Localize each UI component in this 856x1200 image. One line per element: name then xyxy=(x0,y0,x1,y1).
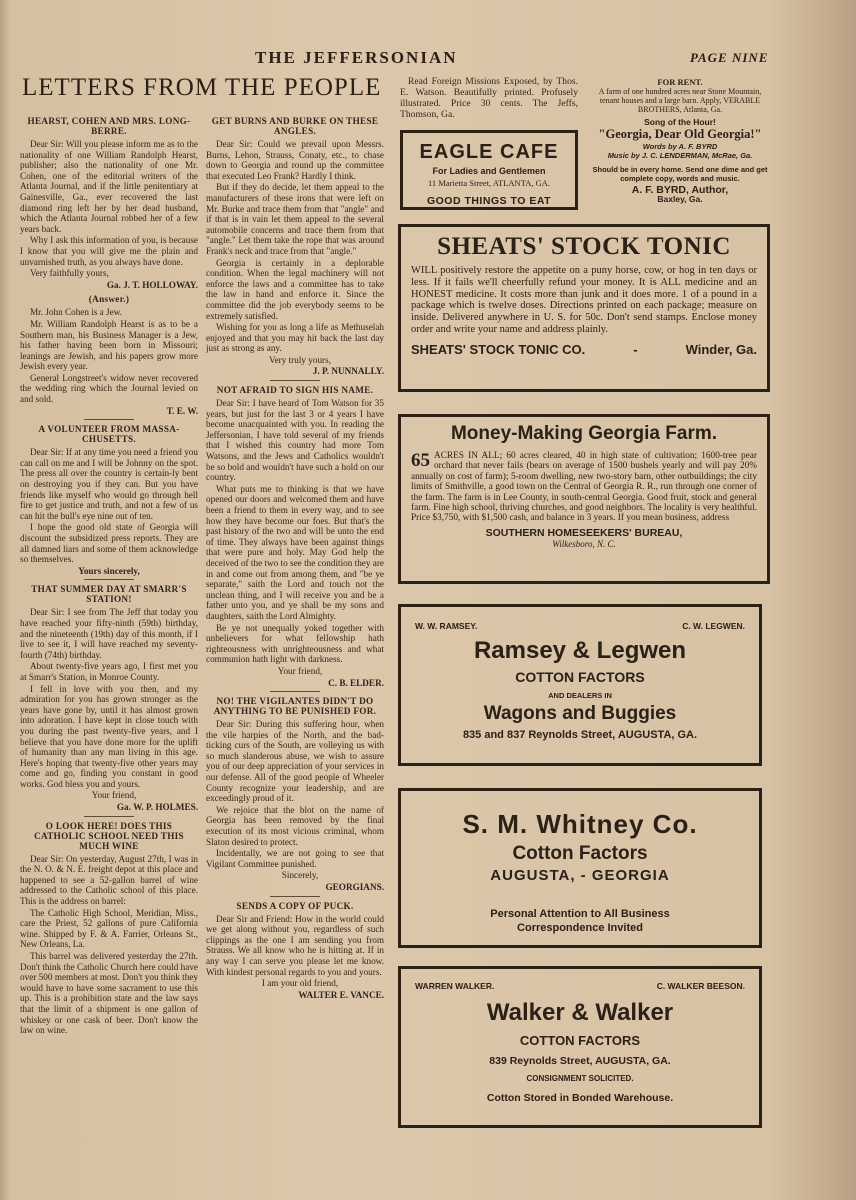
for-rent-text: A farm of one hundred acres near Stone Mountain, tenant houses and a large barn. Apply, VERABLE BROTHERS, Atlanta, Ga. xyxy=(598,87,762,114)
letters-column-1 xyxy=(20,112,198,1152)
masthead-title: THE JEFFERSONIAN xyxy=(255,48,458,67)
farm-body: ACRES IN ALL; 60 acres cleared, 40 in high state of cultivation; 1600-tree pear orchard that never fails (bears on average of 1500 bushels yearly and will pay 20% annually on cost of farm); 5-room dwelling, new two-story barn, other outbuildings; the city limits of Smithville, a good town on the Central of Georgia R. R., run through one corner of the farm. The farm is in Lee County, in south-central Georgia. Good fruit, stock and general farm. Fine high school, thriving churches, and good neighbors. The locality is very healthful. Price $3,750, with $1,500 cash, and balance in 3 years. If you mean business, address xyxy=(411,451,757,524)
letter-paragraph: Dear Sir: If at any time you need a friend you can call on me and I will be Johnny on the spot. The press all over the country is certain-ly bent on destroying you if they can. But you have friends like myself who would go through hell fire to get justice and truth, and not a few of us can hit the bull's eye nine out of ten. xyxy=(20,447,198,521)
whitney-line2: AUGUSTA, - GEORGIA xyxy=(490,867,670,884)
ramsey-left-partner: W. W. RAMSEY. xyxy=(415,621,478,631)
song-ad xyxy=(590,118,770,204)
masthead xyxy=(0,48,856,70)
letter-heading: THAT SUMMER DAY AT SMARR'S STATION! xyxy=(31,584,187,605)
song-head: Song of the Hour! xyxy=(644,117,716,127)
section-title: LETTERS FROM THE PEOPLE xyxy=(22,74,382,101)
walker-walker-ad xyxy=(398,966,762,1128)
letter-heading: GET BURNS AND BURKE ON THESE ANGLES. xyxy=(211,116,379,136)
sheats-location: Winder, Ga. xyxy=(685,341,757,357)
ramsey-right-partner: C. W. LEGWEN. xyxy=(682,621,745,631)
sheats-company: SHEATS' STOCK TONIC CO. xyxy=(411,341,586,357)
song-note: Should be in every home. Send one dime and get complete copy, words and music. xyxy=(592,165,768,183)
farm-org: SOUTHERN HOMESEEKERS' BUREAU, xyxy=(485,526,683,539)
letter-paragraph: Dear Sir: Will you please inform me as to the nationality of one William Randolph Hearst, publisher; also the nationality of one Mr. Cohen, one of the editorial writers of the Atlanta Journal, and if the little penitentiary at Gainesville, Ga., ever recovered the last diamond ring left her by her dead husband, which the Atlanta Journal robbed her of a few years back. xyxy=(20,139,198,234)
eagle-cafe-ad xyxy=(400,130,578,210)
divider xyxy=(84,419,134,420)
foreign-missions-notice xyxy=(400,76,578,121)
letter-paragraph: Incidentally, we are not going to see that Vigilant Committee punished. xyxy=(206,848,384,869)
eagle-cafe-address: 11 Marietta Street, ATLANTA, GA. xyxy=(428,178,550,188)
letter-paragraph: Wishing for you as long a life as Methuselah enjoyed and that you may hit back the last day just as strong as any. xyxy=(206,322,384,354)
letter-paragraph: I hope the good old state of Georgia will discount the subsidized press reports. They are all damned liars and some of them acknowledge so themselves. xyxy=(20,522,198,565)
eagle-cafe-name: EAGLE CAFE xyxy=(419,141,559,163)
letter-paragraph: We rejoice that the blot on the name of Georgia has been removed by the final execution of its most vicious criminal, whom Slaton desired to protect. xyxy=(206,804,384,847)
divider xyxy=(270,896,320,897)
sheats-stock-tonic-ad xyxy=(398,224,770,392)
farm-title: Money-Making Georgia Farm. xyxy=(450,423,718,444)
letter-closing: Very faithfully yours, xyxy=(30,268,109,279)
divider xyxy=(84,816,134,817)
letter-closing: I am your old friend, xyxy=(261,978,339,989)
letter-signature: J. P. NUNNALLY. xyxy=(312,366,384,377)
for-rent-title: FOR RENT. xyxy=(657,77,703,87)
sheats-title: SHEATS' STOCK TONIC xyxy=(437,233,731,260)
farm-acres-number: 65 xyxy=(411,450,430,471)
georgia-farm-ad xyxy=(398,414,770,584)
sheats-dash: - xyxy=(633,341,638,357)
walker-line2: CONSIGNMENT SOLICITED. xyxy=(526,1074,634,1083)
ramsey-name: Ramsey & Legwen xyxy=(473,637,687,664)
song-author: A. F. BYRD, Author, xyxy=(631,184,729,196)
letter-paragraph: Dear Sir: I have heard of Tom Watson for 35 years, but just for the last 3 or 4 years I have become unacquainted with you. In reading the Jeffersonian, I have told several of my friends that I wished this country had more Tom Watsons, and the Jews and Catholics wouldn't be so bold and wouldn't have such a hold on our country. xyxy=(206,398,384,483)
farm-body-wrap xyxy=(411,451,757,524)
whitney-line4: Correspondence Invited xyxy=(517,922,643,934)
letter-heading: O LOOK HERE! DOES THIS CATHOLIC SCHOOL NEED THIS MUCH WINE xyxy=(34,820,184,851)
ramsey-partners xyxy=(415,621,745,631)
letter-paragraph: Why I ask this information of you, is because I know that you will give me the plain and unvarnished truth, as you always have done. xyxy=(20,235,198,267)
page-number: PAGE NINE xyxy=(690,50,769,65)
letter-heading: HEARST, COHEN AND MRS. LONG-BERRE. xyxy=(27,116,191,136)
walker-address: 839 Reynolds Street, AUGUSTA, GA. xyxy=(489,1055,671,1067)
walker-line1: COTTON FACTORS xyxy=(519,1033,641,1048)
ramsey-line3: Wagons and Buggies xyxy=(483,703,677,724)
letter-paragraph: Dear Sir and Friend: How in the world could we get along without you, regardless of such clippings as the one I am sending you from Strauss. We all know who he is hitting at. If in any way I can serve you please let me know. With kindest personal regards to you and yours. xyxy=(206,913,384,977)
divider xyxy=(84,579,134,580)
answer-heading: (Answer.) xyxy=(88,294,130,305)
walker-line3: Cotton Stored in Bonded Warehouse. xyxy=(486,1092,674,1104)
walker-partners xyxy=(415,981,745,991)
for-rent-notice xyxy=(590,78,770,114)
song-title: "Georgia, Dear Old Georgia!" xyxy=(598,127,762,141)
divider xyxy=(270,691,320,692)
song-words: Words by A. F. BYRD xyxy=(642,142,718,151)
whitney-name: S. M. Whitney Co. xyxy=(462,809,698,839)
notice-text: Read Foreign Missions Exposed, by Thos. E. Watson. Beautifully printed. Profusely illustrated. Price 30 cents. The Jeffs, Thomson, Ga. xyxy=(400,76,578,120)
ramsey-address: 835 and 837 Reynolds Street, AUGUSTA, GA. xyxy=(462,729,698,741)
letter-paragraph: Dear Sir: During this suffering hour, when the vile harpies of the North, and the bad-ticking curs of the South, are volleying us with so much slanderous abuse, we wish to assure you of our deep appreciation of your services in our defense. All of the good people of Wheeler County recognize your leadership, and are exceedingly proud of it. xyxy=(206,719,384,804)
letter-signature: WALTER E. VANCE. xyxy=(298,989,384,1000)
letter-heading: NO! THE VIGILANTES DIDN'T DO ANYTHING TO BE PUNISHED FOR. xyxy=(213,696,377,717)
walker-right-partner: C. WALKER BEESON. xyxy=(656,981,745,991)
whitney-line1: Cotton Factors xyxy=(512,843,648,864)
letter-paragraph: Dear Sir: Could we prevail upon Messrs. Burns, Lehon, Strauss, Conaty, etc., to chase down to Georgia and round up the committee that executed Leo Frank? Hardly I think. xyxy=(206,139,384,181)
letter-paragraph: I fell in love with you then, and my admiration for you has grown stronger as the years have gone by, until it has almost grown into adoration. I have kept in close touch with you during the past twenty-five years, and I believe that you have done more for the uplift of humanity than any man living in this age. Here's hoping that twenty-five other years may come and go, finding you constant in good works. God bless you and yours. xyxy=(20,683,198,789)
farm-place: Wilkesboro, N. C. xyxy=(552,538,616,549)
letter-paragraph: Mr. William Randolph Hearst is as to be a Southern man, his Business Manager is a Jew, his father having been born in Missouri; leanings are Jewish, and his papers grow more Jewish every year. xyxy=(20,318,198,372)
letter-heading: A VOLUNTEER FROM MASSA-CHUSETTS. xyxy=(38,424,180,445)
letter-heading: NOT AFRAID TO SIGN HIS NAME. xyxy=(216,385,374,396)
letter-paragraph: This barrel was delivered yesterday the 27th. Don't think the Catholic Church here could have over 500 members at most. Don't you think they would have to have some sacrament to use this up. This is a prohibition state and the law says that the limit of a shipment is one gallon of whiskey or one cask of beer. Don't know the law on wine. xyxy=(20,951,198,1036)
letter-paragraph: Georgia is certainly in a deplorable condition. When the legal machinery will not enforce the laws and a committee has to take the law in hand and enforce it. Since the committee did the job everybody seems to be extremely satisfied. xyxy=(206,257,384,321)
letter-closing: Very truly yours, xyxy=(268,354,331,365)
ramsey-line1: COTTON FACTORS xyxy=(515,669,645,685)
letter-paragraph: About twenty-five years ago, I first met you at Smarr's Station, in Monroe County. xyxy=(20,661,198,682)
letter-signature: Ga. J. T. HOLLOWAY. xyxy=(106,279,198,290)
letter-closing: Your friend, xyxy=(277,665,323,676)
letter-paragraph: Dear Sir: On yesterday, August 27th, I was in the N. O. & N. E. freight depot at this place and happened to see a 52-gallon barrel of wine addressed to the Catholic school of this place. This is the address on barrel: xyxy=(20,853,198,907)
song-music: Music by J. C. LENDERMAN, McRae, Ga. xyxy=(607,151,753,160)
divider xyxy=(270,380,320,381)
letters-column-2 xyxy=(206,112,384,1152)
eagle-cafe-sub: For Ladies and Gentlemen xyxy=(432,166,546,176)
letter-closing: Yours sincerely, xyxy=(78,565,140,576)
whitney-ad xyxy=(398,788,762,948)
eagle-cafe-slogan: GOOD THINGS TO EAT xyxy=(426,195,552,207)
letter-signature: T. E. W. xyxy=(166,405,198,416)
letter-signature: C. B. ELDER. xyxy=(328,677,384,688)
ramsey-line2: AND DEALERS IN xyxy=(548,691,612,700)
ramsey-legwen-ad xyxy=(398,604,762,766)
song-place: Baxley, Ga. xyxy=(657,194,703,204)
letter-paragraph: The Catholic High School, Meridian, Miss., care the Priest, 52 gallons of pure California wine. Shipped by F. & A. Farrier, Orleans St., New Orleans, La. xyxy=(20,907,198,950)
letter-paragraph: What puts me to thinking is that we have opened our doors and welcomed them and have been a friend to them in every way, and to see how they have become our foes. But that's the past history of the two and will be unto the end of time. They always have been against things that were pure and holy. May God help the deceived of the two to see the condition they are in and come out from among them, and "be ye separate," saith the Lord and touch not the unclean thing, and I will receive you and be a father unto you, and ye shall be my sons and daughters, saith the Lord Almighty. xyxy=(206,483,384,621)
whitney-line3: Personal Attention to All Business xyxy=(490,908,670,920)
letter-closing: Sincerely, xyxy=(281,870,319,881)
letter-paragraph: Be ye not unequally yoked together with unbelievers for what fellowship hath righteousness with unrighteousness and what communion hath light with darkness. xyxy=(206,622,384,665)
letter-paragraph: But if they do decide, let them appeal to the manufacturers of these irons that were left on Mr. Burke and trace them from that "angle" and if that is in vain let them appeal to the several automobile concerns and trace them from that "angle." Let them take the rope that was around Frank's neck and trace from that "angle." xyxy=(206,182,384,256)
letter-paragraph: Mr. John Cohen is a Jew. xyxy=(30,307,123,318)
letter-closing: Your friend, xyxy=(91,790,137,801)
letter-heading: SENDS A COPY OF PUCK. xyxy=(236,900,354,911)
letter-paragraph: General Longstreet's widow never recovered the wedding ring which the Journal levied on and sold. xyxy=(20,372,198,405)
walker-name: Walker & Walker xyxy=(486,999,674,1026)
letter-signature: GEORGIANS. xyxy=(325,882,384,892)
walker-left-partner: WARREN WALKER. xyxy=(415,981,495,991)
sheats-footer xyxy=(411,342,757,357)
letter-paragraph: Dear Sir: I see from The Jeff that today you have reached your fifty-ninth (59th) birthday, and the nineteenth (19th) day of this month, if I live to see it, I will have reached my seventy-fourth (74th) birthday. xyxy=(20,607,198,660)
letter-signature: Ga. W. P. HOLMES. xyxy=(116,802,198,813)
sheats-body: WILL positively restore the appetite on a puny horse, cow, or hog in ten days or less. If it fails we'll cheerfully refund your money. It is ALL medicine and an HONEST medicine. It costs more than junk and it does more. 1 of a pound in a package which is twelve doses. Directions printed on each package; measure on inside. Delivered anywhere in U. S. for 50c. Don't send stamps. Enclose money order and write your name and address plainly. xyxy=(411,265,757,335)
